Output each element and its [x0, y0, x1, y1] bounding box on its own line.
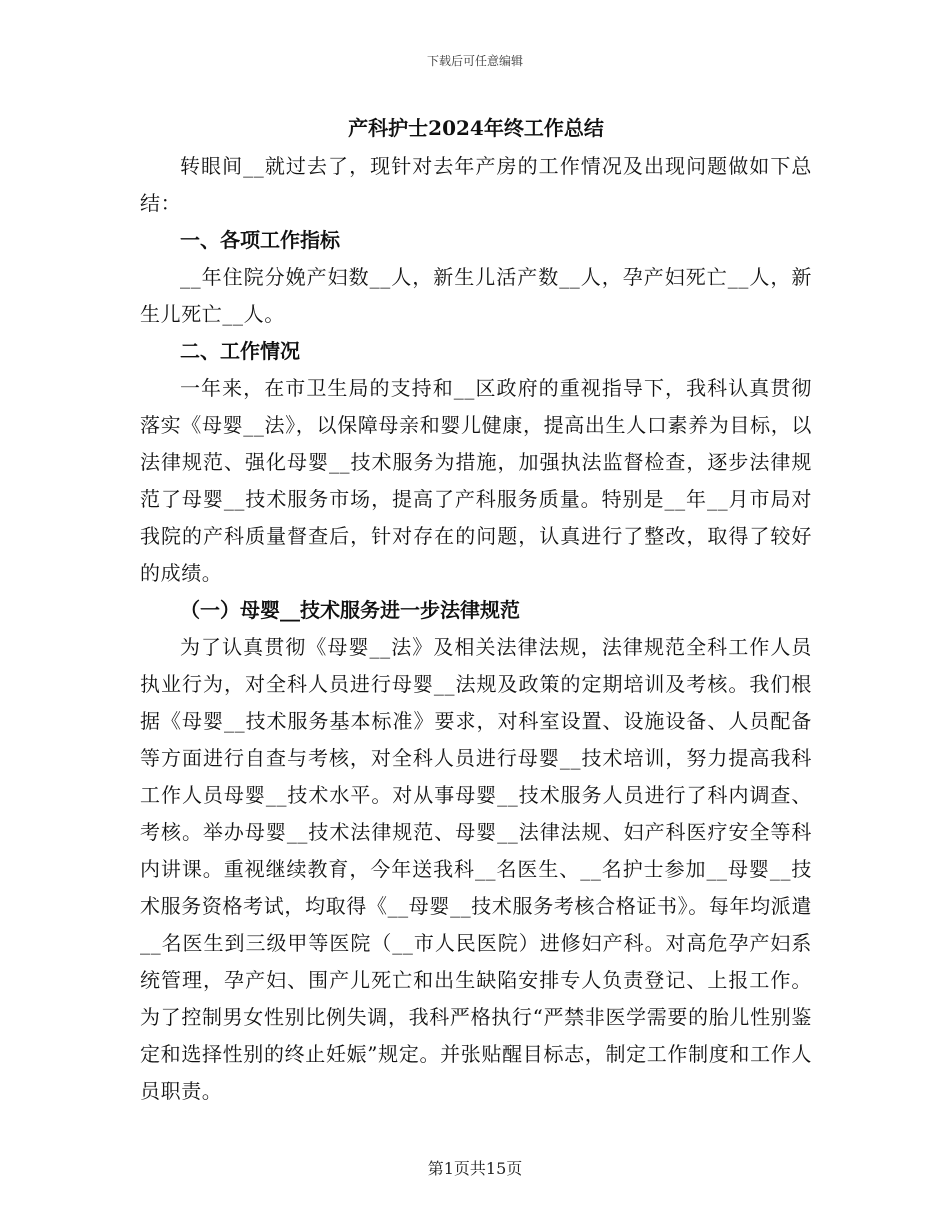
- intro-paragraph: 转眼间__就过去了，现针对去年产房的工作情况及出现问题做如下总结：: [140, 154, 812, 215]
- subsection-heading-1: （一）母婴__技术服务进一步法律规范: [180, 598, 520, 622]
- document-body: [140, 112, 812, 1110]
- work-paragraph: 一年来，在市卫生局的支持和__区政府的重视指导下，我科认真贯彻落实《母婴__法》，以保障母亲和婴儿健康，提高出生人口素养为目标，以法律规范、强化母婴__技术服务为措施，加强执法监督检查，逐步法律规范了母婴__技术服务市场，提高了产科服务质量。特别是__年__月市局对我院的产科质量督查后，针对存在的问题，认真进行了整改，取得了较好的成绩。: [140, 376, 812, 585]
- document-title: 产科护士2024年终工作总结: [348, 116, 604, 140]
- page-number: 第1页共15页: [427, 1159, 523, 1178]
- subsection-paragraph-1: 为了认真贯彻《母婴__法》及相关法律法规，法律规范全科工作人员执业行为，对全科人员进行母婴__法规及政策的定期培训及考核。我们根据《母婴__技术服务基本标准》要求，对科室设置、设施设备、人员配备等方面进行自查与考核，对全科人员进行母婴__技术培训，努力提高我科工作人员母婴__技术水平。对从事母婴__技术服务人员进行了科内调查、考核。举办母婴__技术法律规范、母婴__法律法规、妇产科医疗安全等科内讲课。重视继续教育，今年送我科__名医生、__名护士参加__母婴__技术服务资格考试，均取得《__母婴__技术服务考核合格证书》。每年均派遣__名医生到三级甲等医院（__市人民医院）进修妇产科。对高危孕产妇系统管理，孕产妇、围产儿死亡和出生缺陷安排专人负责登记、上报工作。为了控制男女性别比例失调，我科严格执行“严禁非医学需要的胎儿性别鉴定和选择性别的终止妊娠”规定。并张贴醒目标志，制定工作制度和工作人员职责。: [140, 635, 812, 1103]
- page-header-note: 下载后可任意编辑: [426, 54, 523, 68]
- section-heading-indicators: 一、各项工作指标: [180, 228, 340, 252]
- section-heading-work: 二、工作情况: [180, 339, 300, 363]
- indicators-paragraph: __年住院分娩产妇数__人，新生儿活产数__人，孕产妇死亡__人，新生儿死亡__人。: [140, 265, 812, 326]
